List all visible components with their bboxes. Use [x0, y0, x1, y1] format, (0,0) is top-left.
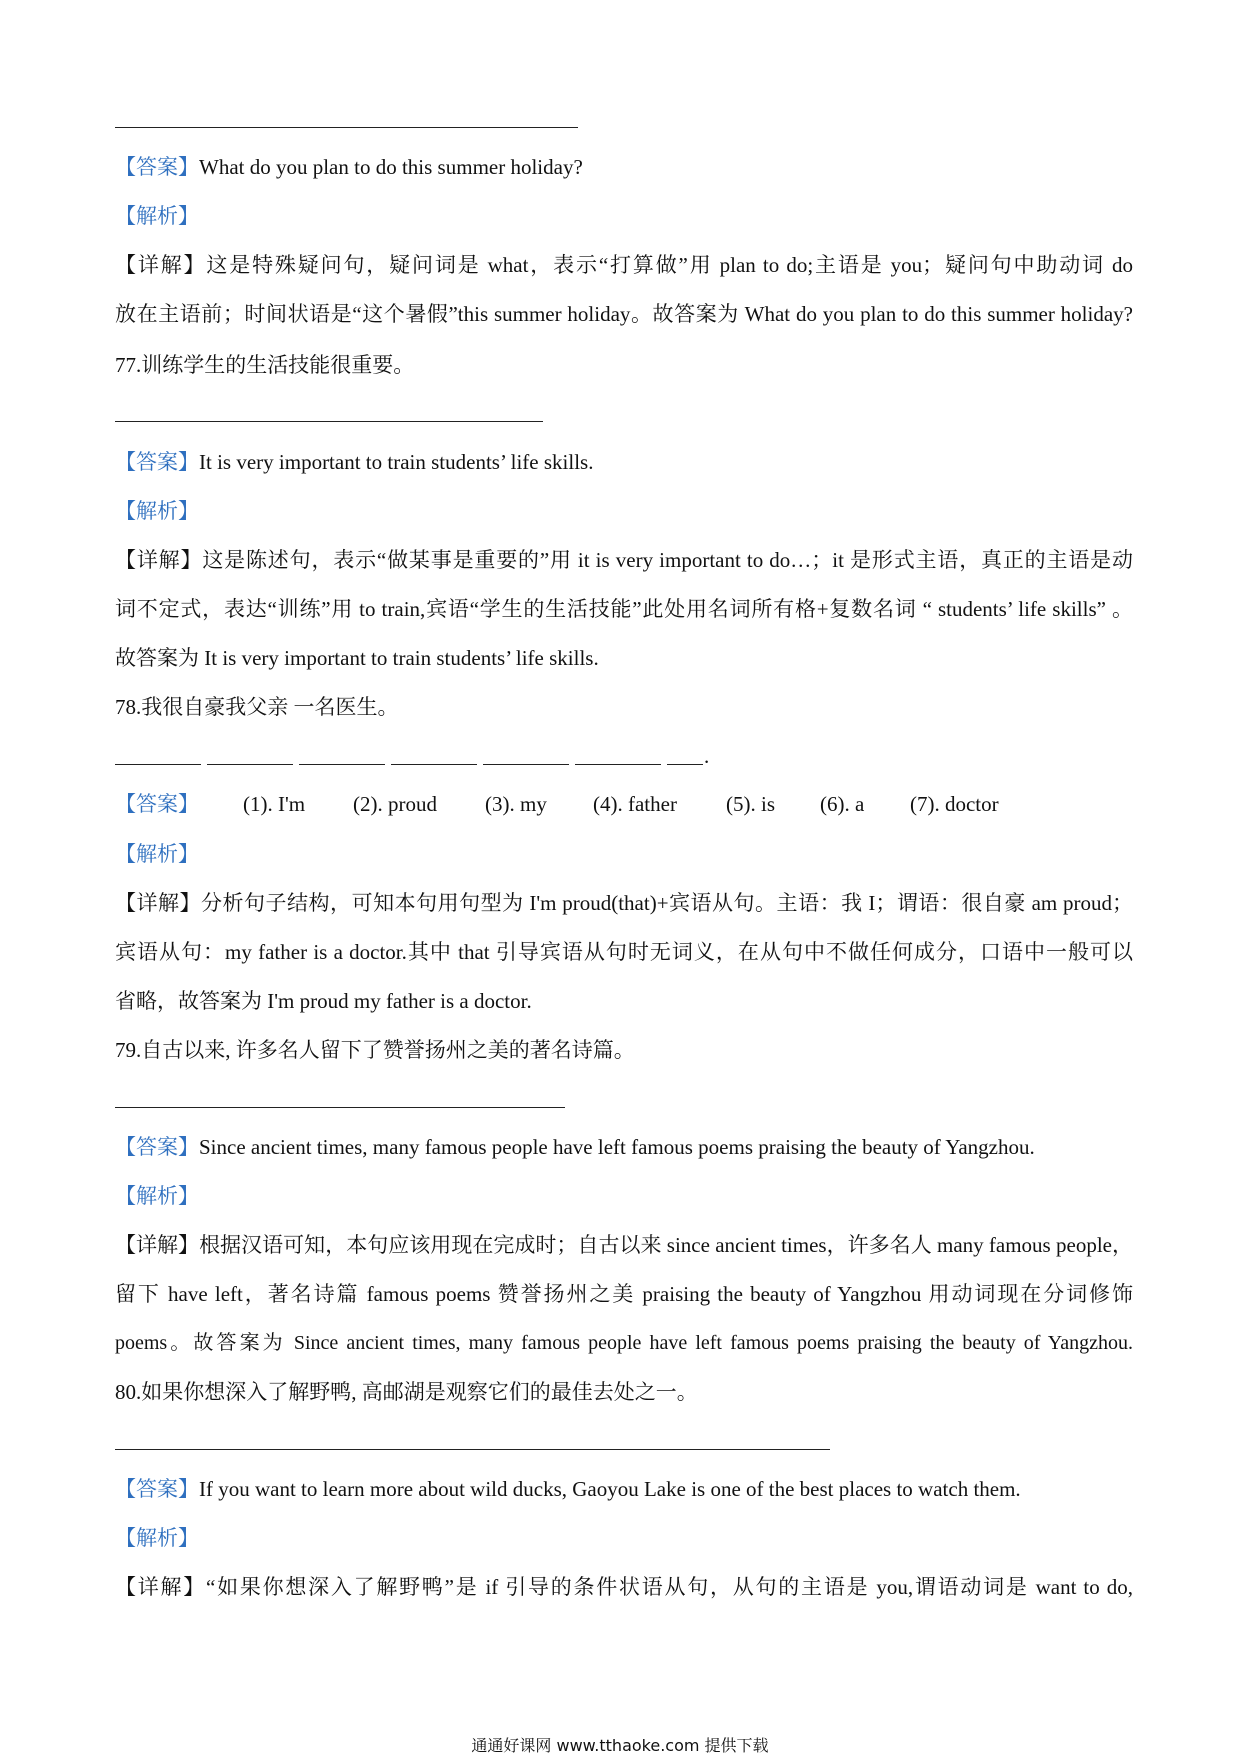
answer-item-2: (2). proud — [353, 792, 437, 816]
answer-item-1: (1). I'm — [243, 792, 306, 816]
answer-tag: 【答案】 — [115, 1477, 199, 1501]
answer-text: It is very important to train students’ life skills. — [199, 450, 594, 474]
fill-blank — [207, 764, 293, 765]
answer-item-6: (6). a — [820, 792, 865, 816]
detail-line-76-1 — [115, 251, 1133, 279]
answer-text: Since ancient times, many famous people have left famous poems praising the beauty of Yangzhou. — [199, 1135, 1035, 1159]
question-80: 80.如果你想深入了解野鸭, 高邮湖是观察它们的最佳去处之一。 — [115, 1380, 698, 1404]
detail-text: 这是陈述句，表示“做某事是重要的”用 it is very important to do…；it 是形式主语，真正的主语是动 — [202, 548, 1133, 572]
page-footer: 通通好课网 www.tthaoke.com 提供下载 — [471, 1736, 769, 1755]
fill-blank — [299, 764, 385, 765]
answer-blank-line — [115, 127, 578, 128]
answer-blank-line — [115, 1107, 565, 1108]
answer-blank-line — [115, 421, 543, 422]
detail-tag: 【详解】 — [115, 253, 207, 277]
answer-item-4: (4). father — [593, 792, 677, 816]
detail-line-76-2 — [115, 300, 1133, 328]
detail-text: 放在主语前；时间状语是“这个暑假”this summer holiday。故答案为 What do you plan to do this summer holiday? — [115, 302, 1133, 326]
fill-blank — [115, 764, 201, 765]
detail-line-79-3 — [115, 1329, 1133, 1357]
detail-line-79-2 — [115, 1280, 1133, 1308]
detail-text: 分析句子结构，可知本句用句型为 I'm proud(that)+宾语从句。主语：我 I；谓语：很自豪 am proud； — [201, 891, 1134, 915]
detail-line-77-3 — [115, 644, 599, 672]
detail-line-77-2 — [115, 595, 1133, 623]
detail-line-77-1 — [115, 546, 1133, 574]
detail-text: 故答案为 It is very important to train students’ life skills. — [115, 646, 599, 670]
answer-line-77 — [115, 448, 593, 476]
detail-text: “如果你想深入了解野鸭”是 if 引导的条件状语从句，从句的主语是 you,谓语动词是 want to do, — [206, 1575, 1134, 1599]
detail-text: 留下 have left，著名诗篇 famous poems 赞誉扬州之美 praising the beauty of Yangzhou 用动词现在分词修饰 — [115, 1282, 1133, 1306]
answer-item-7: (7). doctor — [910, 792, 999, 816]
detail-line-78-2 — [115, 938, 1133, 966]
analysis-line-77 — [115, 497, 199, 525]
analysis-line-79 — [115, 1182, 199, 1210]
analysis-tag: 【解析】 — [115, 1526, 199, 1550]
answer-text: What do you plan to do this summer holiday? — [199, 155, 583, 179]
detail-text: 这是特殊疑问句，疑问词是 what，表示“打算做”用 plan to do;主语是 you；疑问句中助动词 do — [206, 253, 1133, 277]
detail-text: 省略，故答案为 I'm proud my father is a doctor. — [115, 989, 532, 1013]
detail-line-80-1 — [115, 1573, 1133, 1601]
analysis-line-76 — [115, 202, 199, 230]
question-78: 78.我很自豪我父亲 一名医生。 — [115, 695, 399, 719]
answer-blank-line — [115, 1449, 830, 1450]
answer-line-76 — [115, 153, 583, 181]
answer-tag: 【答案】 — [115, 1135, 199, 1159]
fill-blank — [667, 764, 703, 765]
fill-blank — [483, 764, 569, 765]
answer-item-3: (3). my — [485, 792, 547, 816]
answer-tag-78 — [115, 790, 199, 818]
detail-line-78-1 — [115, 889, 1133, 917]
analysis-tag: 【解析】 — [115, 499, 199, 523]
blank-end-period: . — [704, 744, 710, 768]
detail-tag: 【详解】 — [115, 1575, 207, 1599]
analysis-tag: 【解析】 — [115, 1184, 199, 1208]
analysis-line-80 — [115, 1524, 199, 1552]
detail-text: 宾语从句：my father is a doctor.其中 that 引导宾语从句时无词义，在从句中不做任何成分，口语中一般可以 — [115, 940, 1133, 964]
analysis-tag: 【解析】 — [115, 842, 199, 866]
answer-item-5: (5). is — [726, 792, 775, 816]
answer-tag: 【答案】 — [115, 792, 199, 816]
answer-tag: 【答案】 — [115, 450, 199, 474]
detail-tag: 【详解】 — [115, 891, 202, 915]
detail-tag: 【详解】 — [115, 548, 203, 572]
detail-line-79-1 — [115, 1231, 1133, 1259]
detail-tag: 【详解】 — [115, 1233, 200, 1257]
answer-line-79 — [115, 1133, 1035, 1161]
detail-line-78-3 — [115, 987, 532, 1015]
fill-blank — [575, 764, 661, 765]
detail-text: poems。故答案为 Since ancient times, many famous people have left famous poems praising the beauty of Yangzhou. — [115, 1332, 1133, 1354]
answer-text: If you want to learn more about wild ducks, Gaoyou Lake is one of the best places to watch them. — [199, 1477, 1021, 1501]
analysis-line-78 — [115, 840, 199, 868]
detail-text: 根据汉语可知，本句应该用现在完成时；自古以来 since ancient times，许多名人 many famous people， — [199, 1233, 1133, 1257]
question-77: 77.训练学生的生活技能很重要。 — [115, 353, 415, 377]
detail-text: 词不定式，表达“训练”用 to train,宾语“学生的生活技能”此处用名词所有格+复数名词 “ students’ life skills” 。 — [115, 597, 1133, 621]
question-79: 79.自古以来, 许多名人留下了赞誉扬州之美的著名诗篇。 — [115, 1038, 635, 1062]
answer-line-80 — [115, 1475, 1021, 1503]
analysis-tag: 【解析】 — [115, 204, 199, 228]
answer-tag: 【答案】 — [115, 155, 199, 179]
fill-blank — [391, 764, 477, 765]
